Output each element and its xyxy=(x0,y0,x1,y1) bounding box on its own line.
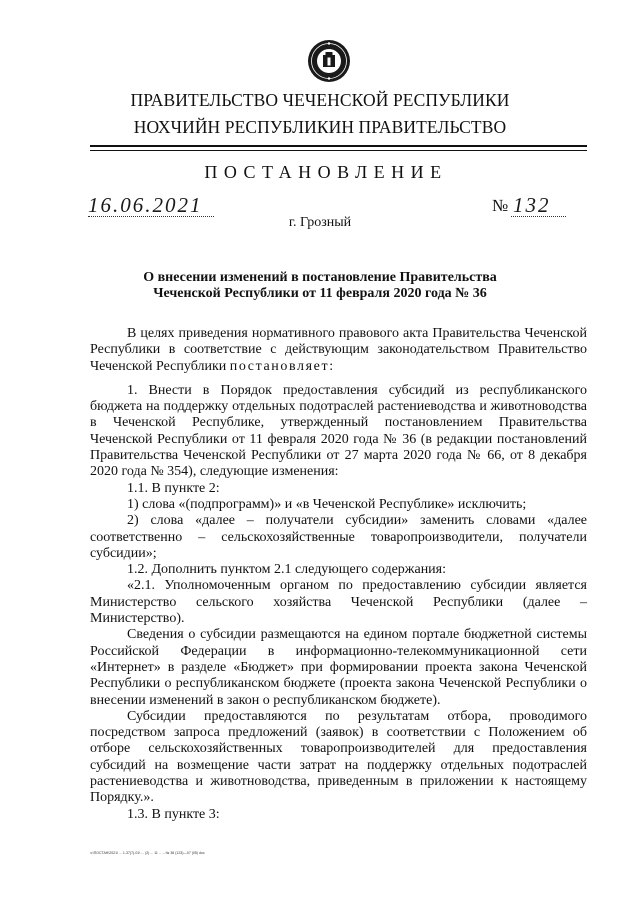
decree-word: постановляет xyxy=(229,358,330,374)
paragraph-subitem-2: 2) слова «далее – получатели субсидии» заменить словами «далее соответственно – сельскохозяйственные товаропроизводители, получатели субсидии»; xyxy=(90,513,587,561)
coat-of-arms-emblem xyxy=(306,38,352,84)
header-divider-thick xyxy=(90,145,587,147)
paragraph-item-1-1: 1.1. В пункте 2: xyxy=(127,480,220,496)
number-label: № xyxy=(492,196,509,215)
city-name: г. Грозный xyxy=(288,215,352,230)
paragraph-clause-2-1: «2.1. Уполномоченным органом по предоставлению субсидии является Министерство сельского хозяйства Чеченской Республики (далее – Министерство). xyxy=(90,578,587,627)
document-number: 132 xyxy=(513,193,551,217)
government-name-russian: ПРАВИТЕЛЬСТВО ЧЕЧЕНСКОЙ РЕСПУБЛИКИ xyxy=(130,90,510,110)
paragraph-subsidy-info: Сведения о субсидии размещаются на едином портале бюджетной системы Российской Федерации в информационно-телекоммуникационной сети «Интернет» в разделе «Бюджет» при формировании проекта закона Чеченской Республики о республиканском бюджете (проекта закона Чеченской Республики о внесении изменений в закон о республиканском бюджете). xyxy=(90,627,587,708)
paragraph-item-1-2: 1.2. Дополнить пунктом 2.1 следующего содержания: xyxy=(127,562,447,578)
paragraph-selection: Субсидии предоставляются по результатам отбора, проводимого посредством запроса предложений (заявок) в соответствии с Положением об отборе сельскохозяйственных товаропроизводителей для предоставления субсидий на возмещение части затрат на поддержку отдельных подотраслей растениеводства и животноводства, приведенным в приложении к настоящему Порядку.». xyxy=(90,708,587,806)
document-type: ПОСТАНОВЛЕНИЕ xyxy=(204,162,448,182)
government-name-chechen: НОХЧИЙН РЕСПУБЛИКИН ПРАВИТЕЛЬСТВО xyxy=(133,117,507,137)
document-body xyxy=(90,326,587,823)
paragraph-subitem-1: 1) слова «(подпрограмм)» и «в Чеченской Республике» исключить; xyxy=(127,496,527,512)
paragraph-item-1: 1. Внести в Порядок предоставления субсидий из республиканского бюджета на поддержку отдельных подотраслей растениеводства и животноводства в Чеченской Республике, утвержденный постановлением Правительства Чеченской Республики от 11 февраля 2020 года № 36 (в редакции постановлений Правительства Чеченской Республики от 27 марта 2020 года № 66, от 8 декабря 2020 года № 354), следующие изменения: xyxy=(90,382,587,480)
document-title-line-1: О внесении изменений в постановление Правительства xyxy=(143,270,497,285)
document-date: 16.06.2021 xyxy=(88,193,203,217)
document-title-line-2: Чеченской Республики от 11 февраля 2020 года № 36 xyxy=(153,286,487,301)
header-divider-thin xyxy=(90,150,587,151)
paragraph-preamble: В целях приведения нормативного правового акта Правительства Чеченской Республики в соответствие с действующим законодательством Правительство Чеченской Республики постановляет: xyxy=(90,326,587,374)
file-reference: ч:\ПОСТАН\2021\ ... 1-37(7)-01\ ... (2) ... 11 .. ... № 36 (123)—07 (05) doc xyxy=(90,851,205,855)
paragraph-item-1-3: 1.3. В пункте 3: xyxy=(127,806,220,822)
coat-of-arms-icon xyxy=(306,38,352,84)
